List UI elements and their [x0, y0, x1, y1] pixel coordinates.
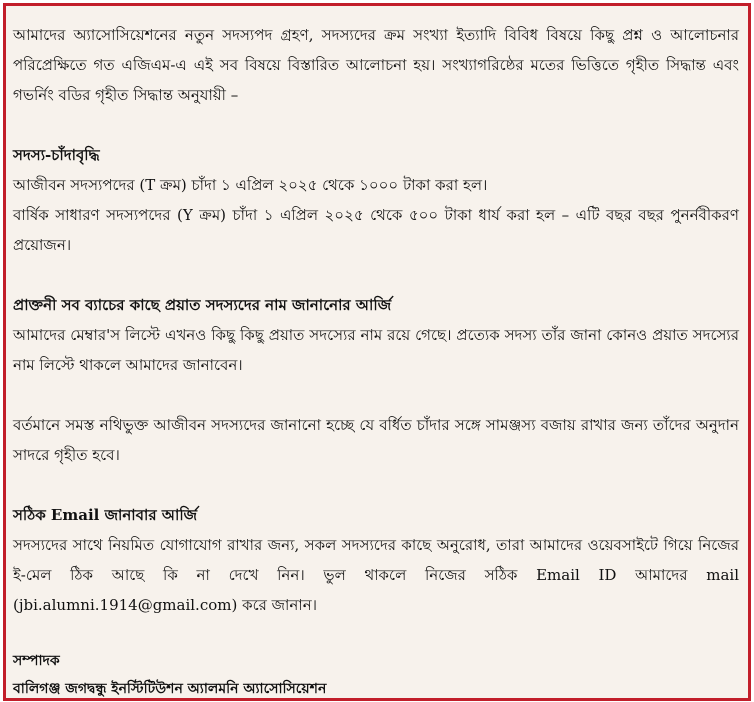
- spacer: [13, 470, 739, 500]
- spacer: [13, 110, 739, 140]
- signature-organization: বালিগঞ্জ জগদ্বন্ধু ইনস্টিটিউশন অ্যালমনি অ্যাসোসিয়েশন: [13, 681, 327, 697]
- donation-paragraph: বর্তমানে সমস্ত নথিভুক্ত আজীবন সদস্যদের জানানো হচ্ছে যে বর্ধিত চাঁদার সঙ্গে সামঞ্জস্য বজায় রাখার জন্য তাঁদের অনুদান সাদরে গৃহীত হবে।: [13, 416, 739, 464]
- notice-frame: [3, 3, 751, 701]
- spacer: [13, 380, 739, 410]
- spacer: [13, 620, 739, 648]
- notice-content: [13, 20, 739, 701]
- life-member-fee-paragraph: আজীবন সদস্যপদের (T ক্রম) চাঁদা ১ এপ্রিল ২০২৫ থেকে ১০০০ টাকা করা হল।: [13, 176, 488, 194]
- section-heading-email: সঠিক Email জানাবার আর্জি: [13, 506, 198, 524]
- section-heading-fee-increase: সদস্য-চাঁদাবৃদ্ধি: [13, 146, 100, 164]
- intro-paragraph: আমাদের অ্যাসোসিয়েশনের নতুন সদস্যপদ গ্রহণ, সদস্যদের ক্রম সংখ্যা ইত্যাদি বিবিধ বিষয়ে কিছু প্রশ্ন ও আলোচনার পরিপ্রেক্ষিতে গত এজিএম-এ এই সব বিষয়ে বিস্তারিত আলোচনা হয়। সংখ্যাগরিষ্ঠের মতের ভিত্তিতে গৃহীত সিদ্ধান্ত এবং গভর্নিং বডির গৃহীত সিদ্ধান্ত অনুযায়ী –: [13, 26, 739, 104]
- signature-title: সম্পাদক: [13, 653, 60, 669]
- deceased-members-paragraph: আমাদের মেম্বার'স লিস্টে এখনও কিছু কিছু প্রয়াত সদস্যের নাম রয়ে গেছে। প্রত্যেক সদস্য তাঁর জানা কোনও প্রয়াত সদস্যের নাম লিস্টে থাকলে আমাদের জানাবেন।: [13, 326, 739, 374]
- email-request-paragraph: সদস্যদের সাথে নিয়মিত যোগাযোগ রাখার জন্য, সকল সদস্যদের কাছে অনুরোধ, তারা আমাদের ওয়েবসাইটে গিয়ে নিজের ই-মেল ঠিক আছে কি না দেখে নিন। ভুল থাকলে নিজের সঠিক Email ID আমাদের mail (jbi.alumni.1914@gmail.com) করে জানান।: [13, 536, 739, 614]
- spacer: [13, 260, 739, 290]
- annual-member-fee-paragraph: বার্ষিক সাধারণ সদস্যপদের (Y ক্রম) চাঁদা ১ এপ্রিল ২০২৫ থেকে ৫০০ টাকা ধার্য করা হল – এটি বছর বছর পুনর্নবীকরণ প্রয়োজন।: [13, 206, 739, 254]
- section-heading-deceased-members: প্রাক্তনী সব ব্যাচের কাছে প্রয়াত সদস্যদের নাম জানানোর আর্জি: [13, 296, 392, 314]
